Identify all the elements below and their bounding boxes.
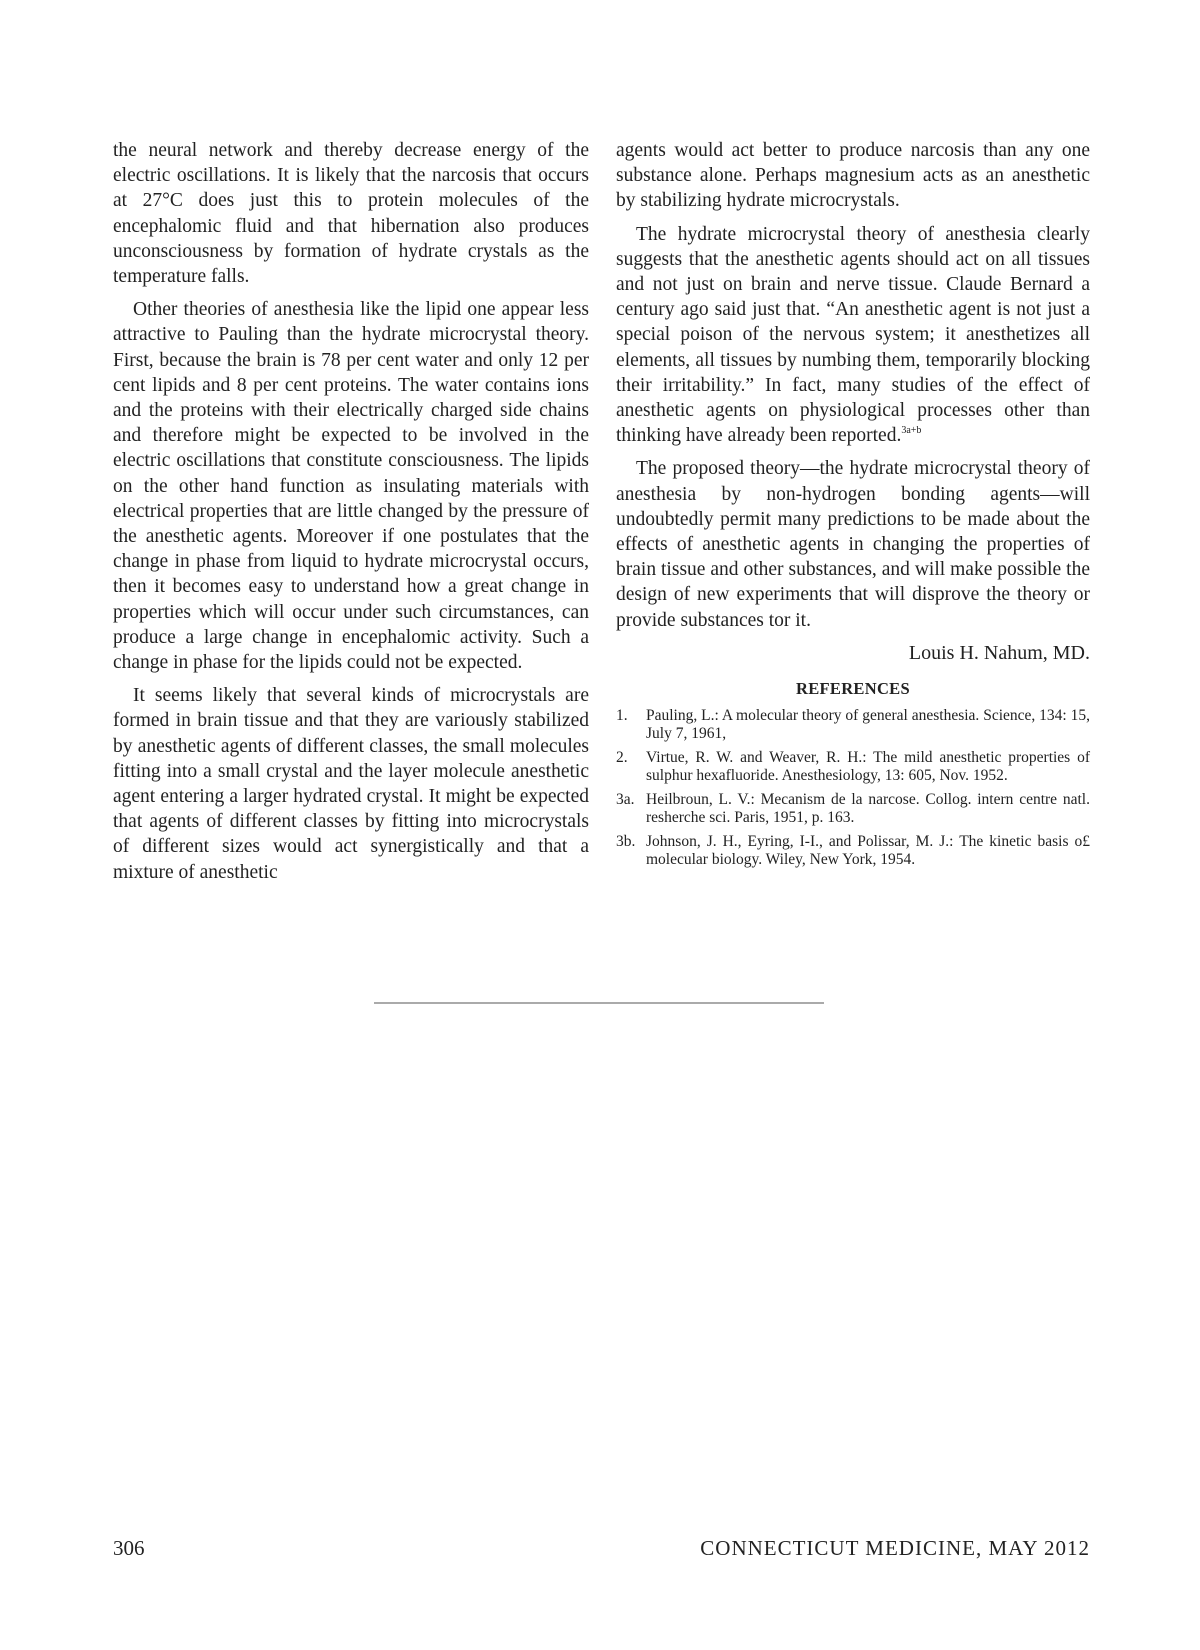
- reference-text: Pauling, L.: A molecular theory of general anesthesia. Science, 134: 15, July 7, 1961,: [646, 707, 1090, 743]
- reference-item: [616, 749, 1090, 785]
- reference-item: [616, 833, 1090, 869]
- reference-number: 1.: [616, 707, 628, 725]
- reference-number: 3a.: [616, 791, 635, 809]
- references-heading: REFERENCES: [796, 679, 910, 699]
- author-signature: Louis H. Nahum, MD.: [908, 641, 1090, 664]
- journal-footer: CONNECTICUT MEDICINE, MAY 2012: [700, 1536, 1090, 1560]
- reference-item: [616, 791, 1090, 827]
- paragraph: agents would act better to produce narcosis than any one substance alone. Perhaps magnesium acts as an anesthetic by stabilizing hydrate microcrystals.: [616, 140, 1090, 212]
- citation-superscript: 3a+b: [901, 425, 922, 437]
- references-list: [616, 707, 1090, 869]
- left-column: [113, 138, 589, 893]
- reference-text: Heilbroun, L. V.: Mecanism de la narcose. Collog. intern centre natl. resherche sci. Paris, 1951, p. 163.: [646, 791, 1090, 827]
- paragraph: Other theories of anesthesia like the lipid one appear less attractive to Pauling than the hydrate microcrystal theory. First, because the brain is 78 per cent water and only 12 per cent lipids and 8 per cent proteins. The water contains ions and the proteins with their electrically charged side chains and therefore might be expected to be involved in the electric oscillations that constitute consciousness. The lipids on the other hand function as insulating materials with electrical properties that are little changed by the pressure of the anesthetic agents. Moreover if one postulates that the change in phase from liquid to hydrate microcrystal occurs, then it becomes easy to understand how a great change in properties which will occur under such circumstances, can produce a large change in encephalomic activity. Such a change in phase for the lipids could not be expected.: [113, 299, 589, 674]
- paragraph: The proposed theory—the hydrate microcrystal theory of anesthesia by non-hydrogen bonding agents—will undoubtedly permit many predictions to be made about the effects of anesthetic agents in changing the properties of brain tissue and other substances, and will make possible the design of new experiments that will disprove the theory or provide substances tor it.: [616, 458, 1090, 631]
- paragraph: the neural network and thereby decrease energy of the electric oscillations. It is likely that the narcosis that occurs at 27°C does just this to protein molecules of the encephalomic fluid and that hibernation also produces unconsciousness by formation of hydrate crystals as the temperature falls.: [113, 140, 589, 288]
- reference-number: 3b.: [616, 833, 636, 851]
- reference-item: [616, 707, 1090, 743]
- paragraph: [616, 222, 1090, 449]
- paragraph: It seems likely that several kinds of microcrystals are formed in brain tissue and that they are variously stabilized by anesthetic agents of different classes, the small molecules fitting into a small crystal and the layer molecule anesthetic agent entering a larger hydrated crystal. It might be expected that agents of different classes by fitting into microcrystals of different sizes would act synergistically and that a mixture of anesthetic: [113, 685, 589, 883]
- reference-text: Johnson, J. H., Eyring, I-I., and Polissar, M. J.: The kinetic basis o£ molecular biology. Wiley, New York, 1954.: [646, 833, 1090, 869]
- paragraph-text: The hydrate microcrystal theory of anesthesia clearly suggests that the anesthetic agents should act on all tissues and not just on brain and nerve tissue. Claude Bernard a century ago said just that. “An anesthetic agent is not just a special poison of the nervous system; it anesthetizes all elements, all tissues by numbing them, temporarily blocking their irritability.” In fact, many studies of the effect of anesthetic agents on physiological processes other than thinking have already been reported.: [616, 223, 1090, 447]
- section-divider: [374, 1002, 824, 1004]
- reference-text: Virtue, R. W. and Weaver, R. H.: The mild anesthetic properties of sulphur hexafluoride. Anesthesiology, 13: 605, Nov. 1952.: [646, 749, 1090, 785]
- page-number: 306: [113, 1536, 145, 1560]
- reference-number: 2.: [616, 749, 628, 767]
- right-column: [616, 138, 1090, 875]
